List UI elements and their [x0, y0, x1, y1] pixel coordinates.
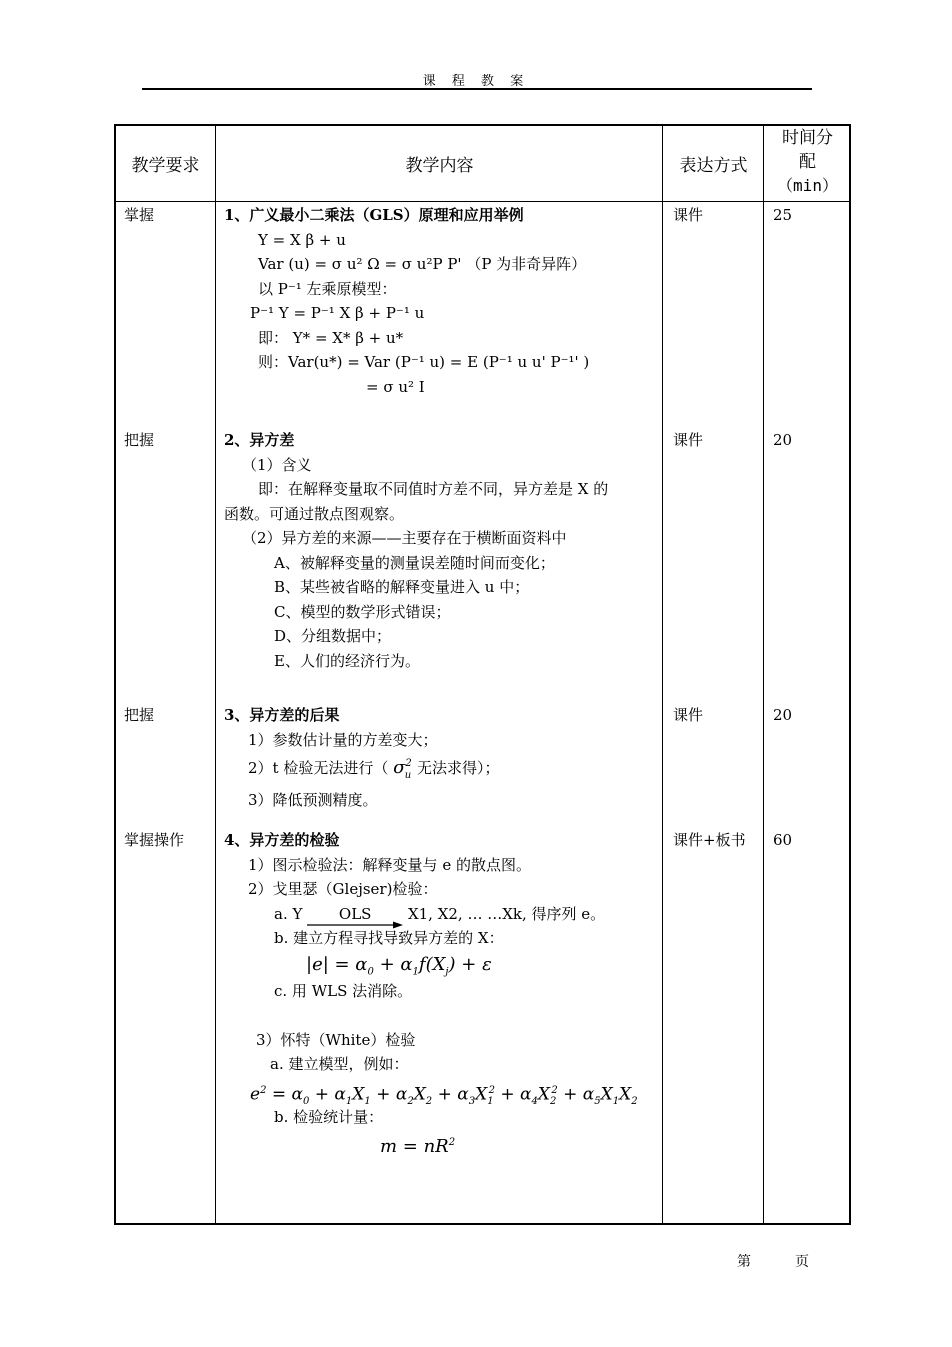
m-nr2-formula: $m = nR^2$ [380, 1136, 456, 1157]
section-3-line: 2）t 检验无法进行（ $\sigma^2_u$ 无法求得）； [248, 757, 500, 781]
section-2-line: （2）异方差的来源——主要存在于横断面资料中 [242, 529, 567, 547]
section-2-line: A、被解释变量的测量误差随时间而变化； [274, 553, 555, 572]
section-1-time: 25 [773, 206, 793, 224]
glejser-formula: $|e| = \alpha_0 + \alpha_1f(X_j) + \varepsilon$ [306, 953, 492, 978]
footer-page-label: 第 [737, 1254, 751, 1270]
footer-page-suffix: 页 [795, 1254, 809, 1270]
section-4-content [224, 828, 656, 1157]
section-2-line: C、模型的数学形式错误； [274, 602, 451, 621]
section-2-req: 把握 [124, 431, 155, 449]
page-header-title: 课 程 教 案 [422, 74, 530, 89]
section-2-mode: 课件 [673, 431, 704, 449]
section-4-line: b. 建立方程寻找导致异方差的 X： [274, 929, 504, 947]
section-3-req: 把握 [124, 706, 155, 724]
col-divider-3 [763, 124, 764, 1225]
section-1-title: 1、广义最小二乘法（GLS）原理和应用举例 [224, 206, 524, 224]
section-1-line: 即： Y* = X* β + u* [258, 328, 404, 347]
header-rule [142, 88, 812, 90]
section-3-mode: 课件 [673, 706, 704, 724]
section-2-time: 20 [773, 431, 793, 449]
header-time-line2: 配 [799, 152, 816, 172]
section-4-line: b. 检验统计量： [274, 1107, 384, 1126]
header-row-divider [114, 201, 851, 202]
section-4-line: 3）怀特（White）检验 [256, 1030, 416, 1049]
header-content: 教学内容 [405, 156, 474, 176]
header-time-line3: （min） [777, 176, 838, 195]
header-mode: 表达方式 [679, 156, 748, 176]
section-4-line: c. 用 WLS 法消除。 [274, 981, 413, 1000]
section-1-line: Y = X β + u [258, 230, 346, 249]
section-2-line: 即：在解释变量取不同值时方差不同，异方差是 X 的 [258, 480, 609, 498]
ols-arrow: OLS [307, 902, 403, 927]
sigma-u-squared-formula: $\sigma^2_u$ [393, 757, 412, 781]
section-3-time: 20 [773, 706, 793, 724]
section-2-line: E、人们的经济行为。 [274, 651, 420, 670]
section-2-line: 函数。可通过散点图观察。 [224, 504, 405, 523]
section-3-line: 3）降低预测精度。 [248, 791, 378, 810]
section-2-content [224, 428, 656, 673]
section-1-line: = σ u² I [366, 377, 425, 396]
section-2-title: 2、异方差 [224, 431, 295, 449]
section-4-title: 4、异方差的检验 [224, 831, 340, 849]
header-time-line1: 时间分 [782, 128, 833, 148]
section-4-line: 1）图示检验法：解释变量与 e 的散点图。 [248, 855, 531, 874]
section-4-line: a. 建立模型，例如： [270, 1055, 409, 1073]
col-divider-2 [662, 124, 663, 1225]
section-4-mode: 课件+板书 [673, 831, 746, 849]
section-4-line: 2）戈里瑟（Glejser)检验： [248, 880, 438, 898]
section-2-line: （1）含义 [242, 455, 312, 474]
right-arrow-icon [307, 921, 403, 929]
section-4-time: 60 [773, 831, 793, 849]
header-time [765, 126, 850, 198]
section-1-line: P⁻¹ Y = P⁻¹ X β + P⁻¹ u [250, 304, 425, 322]
section-1-line: 则：Var(u*) = Var (P⁻¹ u) = E (P⁻¹ u u' P⁻¹' ) [258, 353, 590, 371]
header-req: 教学要求 [131, 156, 200, 176]
section-1-content [224, 203, 656, 399]
section-4-line-ols: a. Y OLS X1, X2, … …Xk, 得序列 e。 [224, 902, 656, 927]
col-divider-1 [215, 124, 216, 1225]
section-1-mode: 课件 [673, 206, 704, 224]
section-2-line: B、某些被省略的解释变量进入 u 中； [274, 578, 530, 596]
section-2-line: D、分组数据中； [274, 627, 392, 645]
white-formula: $e^2 = \alpha_0 + \alpha_1X_1 + \alpha_2X_2 + \alpha_3X_1^2 + \alpha_4X_2^2 + \alpha_5X_1X_2$ [250, 1084, 638, 1107]
section-4-req: 掌握操作 [124, 831, 185, 849]
section-1-line: Var (u) = σ u² Ω = σ u²P P' （P 为非奇异阵） [258, 255, 587, 273]
section-1-line: 以 P⁻¹ 左乘原模型： [258, 279, 397, 298]
section-3-title: 3、异方差的后果 [224, 706, 340, 724]
section-3-content [224, 703, 656, 813]
section-3-line: 1）参数估计量的方差变大； [248, 730, 438, 749]
section-1-req: 掌握 [124, 206, 155, 224]
